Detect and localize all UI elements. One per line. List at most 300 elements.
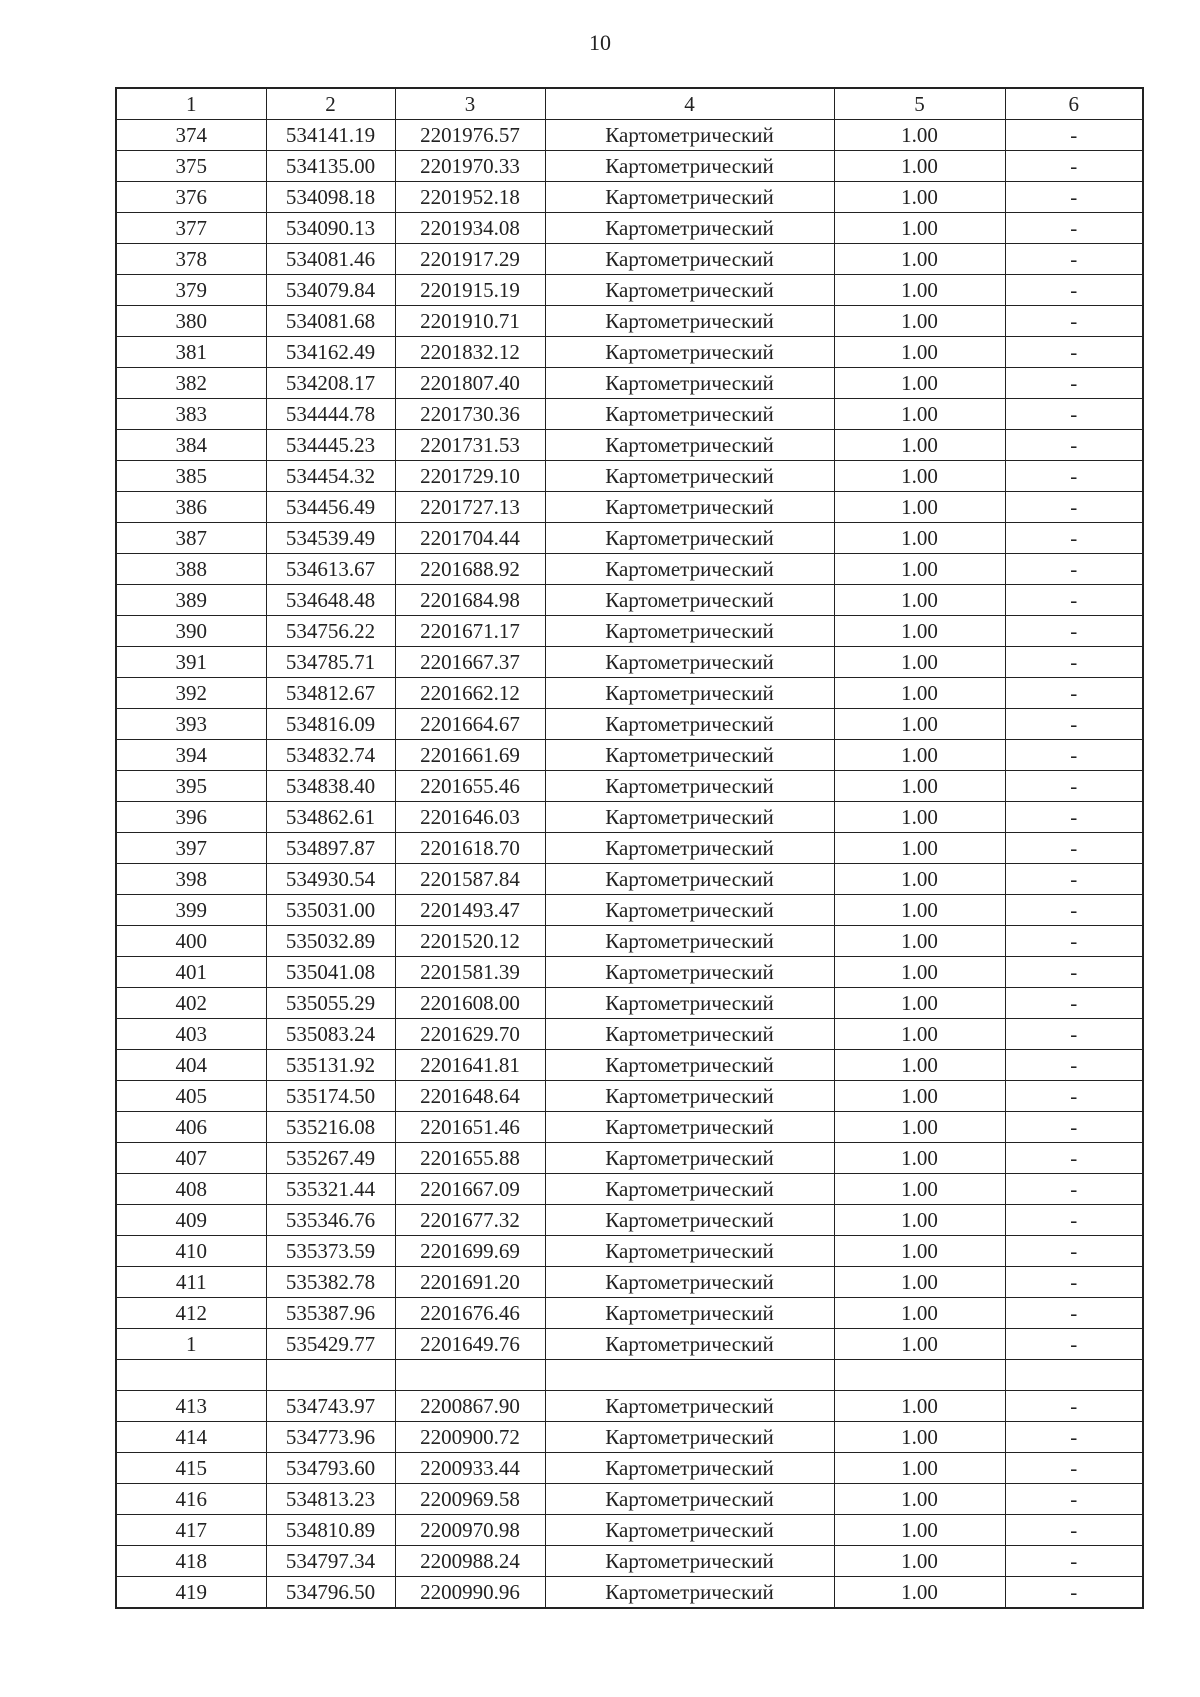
table-cell: Картометрический [545, 678, 834, 709]
table-cell: 1.00 [834, 864, 1005, 895]
table-cell [266, 1360, 395, 1391]
table-cell: - [1005, 1143, 1143, 1174]
table-cell: 2201684.98 [395, 585, 545, 616]
table-cell: 2200990.96 [395, 1577, 545, 1609]
table-cell: 400 [116, 926, 266, 957]
table-cell: 1.00 [834, 802, 1005, 833]
table-cell: Картометрический [545, 275, 834, 306]
table-cell: 407 [116, 1143, 266, 1174]
table-cell: Картометрический [545, 1081, 834, 1112]
table-row [116, 1081, 1143, 1112]
table-cell: Картометрический [545, 988, 834, 1019]
table-cell: 534796.50 [266, 1577, 395, 1609]
table-cell: 1.00 [834, 430, 1005, 461]
table-cell: Картометрический [545, 151, 834, 182]
table-cell: 534793.60 [266, 1453, 395, 1484]
table-cell: Картометрический [545, 616, 834, 647]
table-cell: 534454.32 [266, 461, 395, 492]
table-cell: 535373.59 [266, 1236, 395, 1267]
table-cell: 1.00 [834, 616, 1005, 647]
table-cell: 2201608.00 [395, 988, 545, 1019]
table-cell: Картометрический [545, 1050, 834, 1081]
table-cell: - [1005, 151, 1143, 182]
table-row [116, 957, 1143, 988]
table-cell: 1.00 [834, 585, 1005, 616]
table-cell: 1.00 [834, 1577, 1005, 1609]
table-cell: 1.00 [834, 1546, 1005, 1577]
table-cell: - [1005, 523, 1143, 554]
table-cell: - [1005, 1546, 1143, 1577]
column-header: 5 [834, 88, 1005, 120]
table-row [116, 120, 1143, 151]
table-cell: 379 [116, 275, 266, 306]
table-cell: 2201970.33 [395, 151, 545, 182]
table-row [116, 399, 1143, 430]
table-cell: - [1005, 1236, 1143, 1267]
table-cell: 534098.18 [266, 182, 395, 213]
table-cell: 534816.09 [266, 709, 395, 740]
table-cell: 1.00 [834, 709, 1005, 740]
table-cell: 1.00 [834, 957, 1005, 988]
table-cell: - [1005, 430, 1143, 461]
table-cell: Картометрический [545, 647, 834, 678]
table-cell: Картометрический [545, 802, 834, 833]
table-cell: 1.00 [834, 1143, 1005, 1174]
table-cell: 2201677.32 [395, 1205, 545, 1236]
table-cell: - [1005, 678, 1143, 709]
table-cell: 534813.23 [266, 1484, 395, 1515]
table-cell: 378 [116, 244, 266, 275]
table-cell: 1.00 [834, 988, 1005, 1019]
table-cell: 412 [116, 1298, 266, 1329]
table-cell: Картометрический [545, 306, 834, 337]
table-cell: 381 [116, 337, 266, 368]
table-row [116, 1143, 1143, 1174]
coordinates-table [115, 87, 1144, 1609]
table-cell: - [1005, 709, 1143, 740]
table-cell: Картометрический [545, 399, 834, 430]
table-cell: 534081.46 [266, 244, 395, 275]
table-cell: - [1005, 1019, 1143, 1050]
table-cell [834, 1360, 1005, 1391]
table-cell: - [1005, 802, 1143, 833]
table-cell: 389 [116, 585, 266, 616]
table-cell: 405 [116, 1081, 266, 1112]
table-cell: 535174.50 [266, 1081, 395, 1112]
table-cell: 2201731.53 [395, 430, 545, 461]
table-cell: 1.00 [834, 461, 1005, 492]
table-row [116, 802, 1143, 833]
table-cell: 2201581.39 [395, 957, 545, 988]
table-cell: 1.00 [834, 926, 1005, 957]
table-cell: 1.00 [834, 771, 1005, 802]
table-row [116, 1112, 1143, 1143]
table-row [116, 616, 1143, 647]
table-cell: 1.00 [834, 368, 1005, 399]
table-cell: 406 [116, 1112, 266, 1143]
table-cell: 1.00 [834, 1453, 1005, 1484]
table-cell: Картометрический [545, 1112, 834, 1143]
table-cell: 2200867.90 [395, 1391, 545, 1422]
table-cell: 534743.97 [266, 1391, 395, 1422]
table-body [116, 120, 1143, 1609]
table-cell: 374 [116, 120, 266, 151]
table-cell: - [1005, 1577, 1143, 1609]
table-cell: - [1005, 926, 1143, 957]
table-cell: - [1005, 864, 1143, 895]
table-cell: 384 [116, 430, 266, 461]
table-row [116, 1236, 1143, 1267]
table-cell: 534162.49 [266, 337, 395, 368]
table-row [116, 647, 1143, 678]
table-cell: Картометрический [545, 1577, 834, 1609]
table-cell: - [1005, 1267, 1143, 1298]
table-cell: 534456.49 [266, 492, 395, 523]
table-cell: Картометрический [545, 957, 834, 988]
table-cell: 535429.77 [266, 1329, 395, 1360]
table-row [116, 523, 1143, 554]
table-cell: 2201915.19 [395, 275, 545, 306]
table-cell: 377 [116, 213, 266, 244]
table-cell: - [1005, 616, 1143, 647]
table-cell: 535131.92 [266, 1050, 395, 1081]
table-cell: 2201704.44 [395, 523, 545, 554]
table-cell: 388 [116, 554, 266, 585]
table-cell: - [1005, 1298, 1143, 1329]
table-cell: 1.00 [834, 213, 1005, 244]
table-cell: 1.00 [834, 1267, 1005, 1298]
table-cell: - [1005, 1422, 1143, 1453]
table-row [116, 554, 1143, 585]
table-cell: 1.00 [834, 1329, 1005, 1360]
table-cell: 414 [116, 1422, 266, 1453]
table-cell: 534773.96 [266, 1422, 395, 1453]
table-cell: - [1005, 1205, 1143, 1236]
table-cell: 382 [116, 368, 266, 399]
table-cell: - [1005, 1391, 1143, 1422]
table-cell: - [1005, 275, 1143, 306]
table-cell: 387 [116, 523, 266, 554]
table-cell: 534797.34 [266, 1546, 395, 1577]
table-row [116, 1050, 1143, 1081]
table-cell: 534613.67 [266, 554, 395, 585]
table-cell: 380 [116, 306, 266, 337]
table-cell [545, 1360, 834, 1391]
table-cell: 2201662.12 [395, 678, 545, 709]
table-cell: - [1005, 1081, 1143, 1112]
table-cell: 534090.13 [266, 213, 395, 244]
table-cell: 391 [116, 647, 266, 678]
table-cell: - [1005, 492, 1143, 523]
table-cell: 376 [116, 182, 266, 213]
table-cell: Картометрический [545, 864, 834, 895]
table-cell: 395 [116, 771, 266, 802]
table-cell: 1.00 [834, 182, 1005, 213]
table-row [116, 864, 1143, 895]
table-cell: Картометрический [545, 1019, 834, 1050]
table-cell: 534756.22 [266, 616, 395, 647]
table-cell: 2201730.36 [395, 399, 545, 430]
table-cell: Картометрический [545, 585, 834, 616]
table-cell: - [1005, 1112, 1143, 1143]
table-row [116, 368, 1143, 399]
table-cell: 386 [116, 492, 266, 523]
table-cell: - [1005, 306, 1143, 337]
table-cell: 409 [116, 1205, 266, 1236]
table-row [116, 337, 1143, 368]
table-cell: Картометрический [545, 1391, 834, 1422]
table-cell: Картометрический [545, 120, 834, 151]
table-cell: Картометрический [545, 244, 834, 275]
table-cell: 404 [116, 1050, 266, 1081]
table-cell: 2201629.70 [395, 1019, 545, 1050]
table-cell: 1.00 [834, 1515, 1005, 1546]
table-cell: 1.00 [834, 1112, 1005, 1143]
table-cell: 2200933.44 [395, 1453, 545, 1484]
table-cell: 534862.61 [266, 802, 395, 833]
column-header: 6 [1005, 88, 1143, 120]
table-cell: 2201649.76 [395, 1329, 545, 1360]
table-cell: 1.00 [834, 554, 1005, 585]
table-row [116, 1267, 1143, 1298]
table-row [116, 182, 1143, 213]
table-cell: 408 [116, 1174, 266, 1205]
table-cell: 1.00 [834, 1484, 1005, 1515]
table-cell: 385 [116, 461, 266, 492]
table-cell: Картометрический [545, 1546, 834, 1577]
table-cell: 2201917.29 [395, 244, 545, 275]
table-cell: 1.00 [834, 523, 1005, 554]
table-cell: Картометрический [545, 430, 834, 461]
table-cell: 2201676.46 [395, 1298, 545, 1329]
table-cell: - [1005, 771, 1143, 802]
column-header: 2 [266, 88, 395, 120]
table-row [116, 709, 1143, 740]
table-cell: 2201651.46 [395, 1112, 545, 1143]
table-cell: - [1005, 368, 1143, 399]
table-row [116, 461, 1143, 492]
table-cell: 1.00 [834, 833, 1005, 864]
table-cell: 2201910.71 [395, 306, 545, 337]
table-row [116, 585, 1143, 616]
table-cell: 534444.78 [266, 399, 395, 430]
table-cell: - [1005, 1050, 1143, 1081]
table-cell: 1.00 [834, 1298, 1005, 1329]
table-row [116, 895, 1143, 926]
table-cell: 2201655.88 [395, 1143, 545, 1174]
table-cell: Картометрический [545, 1422, 834, 1453]
table-cell: 2201934.08 [395, 213, 545, 244]
table-cell: - [1005, 399, 1143, 430]
table-row [116, 926, 1143, 957]
table-cell: 2200988.24 [395, 1546, 545, 1577]
table-row [116, 833, 1143, 864]
table-cell: 390 [116, 616, 266, 647]
table-cell: 534897.87 [266, 833, 395, 864]
table-row [116, 988, 1143, 1019]
table-cell: - [1005, 895, 1143, 926]
table-cell: 418 [116, 1546, 266, 1577]
table-cell: - [1005, 213, 1143, 244]
table-cell: 2201727.13 [395, 492, 545, 523]
table-row [116, 1329, 1143, 1360]
table-cell: 535346.76 [266, 1205, 395, 1236]
table-cell [1005, 1360, 1143, 1391]
table-cell: 535055.29 [266, 988, 395, 1019]
table-cell: 398 [116, 864, 266, 895]
table-cell: 1.00 [834, 151, 1005, 182]
table-cell: 2201493.47 [395, 895, 545, 926]
table-cell: 2201976.57 [395, 120, 545, 151]
table-row [116, 430, 1143, 461]
table-cell: 535387.96 [266, 1298, 395, 1329]
table-cell: Картометрический [545, 1236, 834, 1267]
table-cell: 416 [116, 1484, 266, 1515]
table-cell: - [1005, 1515, 1143, 1546]
table-cell: Картометрический [545, 926, 834, 957]
table-row [116, 771, 1143, 802]
table-cell: 2201661.69 [395, 740, 545, 771]
table-cell: 534445.23 [266, 430, 395, 461]
table-cell: 397 [116, 833, 266, 864]
table-cell: 394 [116, 740, 266, 771]
table-cell: - [1005, 461, 1143, 492]
table-cell: 1.00 [834, 678, 1005, 709]
table-cell: 534832.74 [266, 740, 395, 771]
table-cell: Картометрический [545, 1143, 834, 1174]
table-cell: 2201520.12 [395, 926, 545, 957]
table-cell: 534141.19 [266, 120, 395, 151]
table-cell: 1.00 [834, 306, 1005, 337]
table-cell: 534812.67 [266, 678, 395, 709]
table-row [116, 1298, 1143, 1329]
table-row [116, 151, 1143, 182]
table-cell: 535267.49 [266, 1143, 395, 1174]
table-cell: 1.00 [834, 740, 1005, 771]
table-cell: 534539.49 [266, 523, 395, 554]
table-cell: - [1005, 957, 1143, 988]
table-cell: 534135.00 [266, 151, 395, 182]
table-row [116, 306, 1143, 337]
table-cell: - [1005, 244, 1143, 275]
table-cell: 1.00 [834, 1019, 1005, 1050]
table-cell: 383 [116, 399, 266, 430]
table-cell: 1.00 [834, 1174, 1005, 1205]
header-row [116, 88, 1143, 120]
table-row [116, 1515, 1143, 1546]
table-header [116, 88, 1143, 120]
table-cell: Картометрический [545, 771, 834, 802]
page-number: 10 [589, 30, 611, 55]
table-row [116, 1422, 1143, 1453]
table-row [116, 1484, 1143, 1515]
table-cell: 535032.89 [266, 926, 395, 957]
table-row [116, 1391, 1143, 1422]
table-cell: 1.00 [834, 275, 1005, 306]
table-cell: - [1005, 833, 1143, 864]
table-cell: Картометрический [545, 1267, 834, 1298]
table-cell: 2200969.58 [395, 1484, 545, 1515]
table-cell: 1.00 [834, 1391, 1005, 1422]
table-cell: 534785.71 [266, 647, 395, 678]
table-cell: 399 [116, 895, 266, 926]
table-cell: Картометрический [545, 213, 834, 244]
table-cell: 534081.68 [266, 306, 395, 337]
table-cell: Картометрический [545, 895, 834, 926]
table-cell: 534930.54 [266, 864, 395, 895]
table-cell: 2201671.17 [395, 616, 545, 647]
table-cell: 535031.00 [266, 895, 395, 926]
table-row [116, 1174, 1143, 1205]
table-cell: - [1005, 1174, 1143, 1205]
table-row [116, 1577, 1143, 1609]
table-cell: Картометрический [545, 1205, 834, 1236]
table-cell: 401 [116, 957, 266, 988]
table-cell: 403 [116, 1019, 266, 1050]
table-cell: 2201807.40 [395, 368, 545, 399]
table-cell: - [1005, 120, 1143, 151]
table-cell: - [1005, 585, 1143, 616]
table-cell: 2201618.70 [395, 833, 545, 864]
table-cell: 1.00 [834, 492, 1005, 523]
table-cell: Картометрический [545, 1174, 834, 1205]
table-cell: 2201667.09 [395, 1174, 545, 1205]
table-cell: 417 [116, 1515, 266, 1546]
column-header: 3 [395, 88, 545, 120]
table-cell: 419 [116, 1577, 266, 1609]
table-cell: 1.00 [834, 647, 1005, 678]
table-cell: Картометрический [545, 1515, 834, 1546]
table-cell: - [1005, 647, 1143, 678]
table-row [116, 1546, 1143, 1577]
table-cell: Картометрический [545, 1298, 834, 1329]
table-cell: - [1005, 988, 1143, 1019]
table-cell: 411 [116, 1267, 266, 1298]
table-cell: 1.00 [834, 895, 1005, 926]
table-row [116, 1453, 1143, 1484]
table-cell: 534079.84 [266, 275, 395, 306]
table-cell: Картометрический [545, 182, 834, 213]
table-cell: Картометрический [545, 461, 834, 492]
table-cell: 393 [116, 709, 266, 740]
table-cell: 375 [116, 151, 266, 182]
table-cell: 396 [116, 802, 266, 833]
table-cell: - [1005, 337, 1143, 368]
table-cell: 2201641.81 [395, 1050, 545, 1081]
table-cell: 535382.78 [266, 1267, 395, 1298]
table-cell: - [1005, 554, 1143, 585]
table-cell: Картометрический [545, 337, 834, 368]
table-row [116, 678, 1143, 709]
table-cell: 415 [116, 1453, 266, 1484]
table-cell: 2201729.10 [395, 461, 545, 492]
table-cell: 1.00 [834, 1050, 1005, 1081]
table-row [116, 213, 1143, 244]
table-row [116, 1019, 1143, 1050]
table-row [116, 275, 1143, 306]
table-cell: 534810.89 [266, 1515, 395, 1546]
table-cell: 534648.48 [266, 585, 395, 616]
table-cell: Картометрический [545, 492, 834, 523]
table-cell: 535041.08 [266, 957, 395, 988]
table-row [116, 492, 1143, 523]
table-cell: Картометрический [545, 833, 834, 864]
table-cell: 2200970.98 [395, 1515, 545, 1546]
table-cell: Картометрический [545, 1484, 834, 1515]
table-cell: 2201664.67 [395, 709, 545, 740]
table-cell: 1.00 [834, 1236, 1005, 1267]
table-cell: 535216.08 [266, 1112, 395, 1143]
